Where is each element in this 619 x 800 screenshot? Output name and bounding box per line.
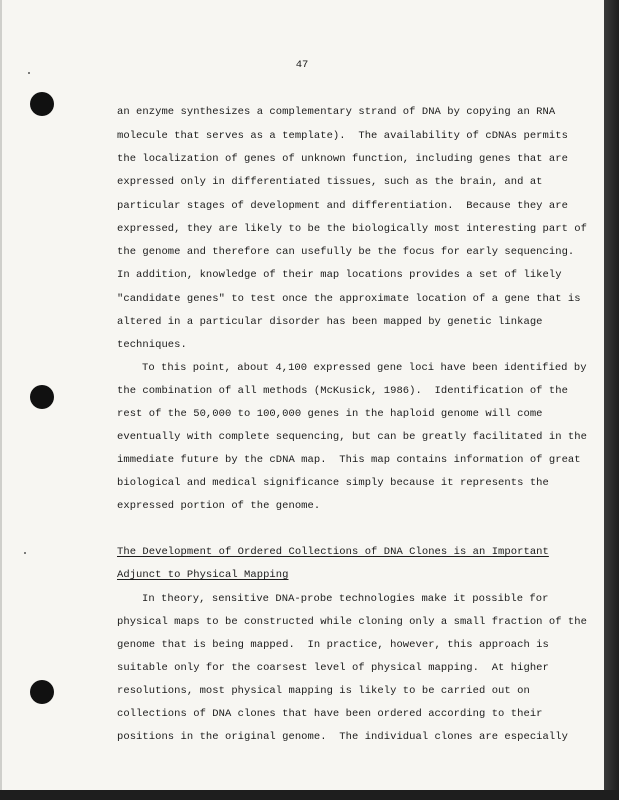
paragraph-1-line: the genome and therefore can usefully be the focus for early sequencing. [117,246,575,258]
paragraph-2-line: eventually with complete sequencing, but can be greatly facilitated in the [117,431,587,443]
section-paragraph-line: resolutions, most physical mapping is likely to be carried out on [117,685,530,697]
paragraph-1-line: an enzyme synthesizes a complementary strand of DNA by copying an RNA [117,106,556,118]
paragraph-1-line: "candidate genes" to test once the approximate location of a gene that is [117,293,581,305]
punch-hole-bottom [30,680,54,704]
scan-border-right [604,0,619,800]
paragraph-1-line: In addition, knowledge of their map locations provides a set of likely [117,269,562,281]
paragraph-2-line: the combination of all methods (McKusick, 1986). Identification of the [117,385,568,397]
paragraph-2-line: rest of the 50,000 to 100,000 genes in the haploid genome will come [117,408,543,420]
section-heading: The Development of Ordered Collections of DNA Clones is an Important [117,546,549,558]
section-paragraph-line: physical maps to be constructed while cloning only a small fraction of the [117,616,587,628]
speck [24,552,26,554]
speck [28,72,30,74]
paragraph-1-line: molecule that serves as a template). The availability of cDNAs permits [117,130,568,142]
paragraph-2-line: expressed portion of the genome. [117,500,321,512]
paragraph-1-line: expressed, they are likely to be the biologically most interesting part of [117,223,587,235]
paragraph-1-line: altered in a particular disorder has been mapped by genetic linkage [117,316,543,328]
section-paragraph-line: collections of DNA clones that have been ordered according to their [117,708,543,720]
section-paragraph-line: genome that is being mapped. In practice, however, this approach is [117,639,549,651]
paragraph-2-line: To this point, about 4,100 expressed gene loci have been identified by [142,362,587,374]
page-number: 47 [295,59,309,71]
section-paragraph-line: suitable only for the coarsest level of physical mapping. At higher [117,662,549,674]
paragraph-2-line: immediate future by the cDNA map. This map contains information of great [117,454,581,466]
paragraph-1-line: particular stages of development and differentiation. Because they are [117,200,568,212]
section-heading: Adjunct to Physical Mapping [117,569,289,581]
section-paragraph-line: In theory, sensitive DNA-probe technologies make it possible for [142,593,549,605]
paragraph-2-line: biological and medical significance simply because it represents the [117,477,549,489]
punch-hole-middle [30,385,54,409]
punch-hole-top [30,92,54,116]
paragraph-1-line: the localization of genes of unknown function, including genes that are [117,153,568,165]
paragraph-1-line: techniques. [117,339,187,351]
paragraph-1-line: expressed only in differentiated tissues, such as the brain, and at [117,176,543,188]
section-paragraph-line: positions in the original genome. The individual clones are especially [117,731,568,743]
scan-border-bottom [0,790,619,800]
